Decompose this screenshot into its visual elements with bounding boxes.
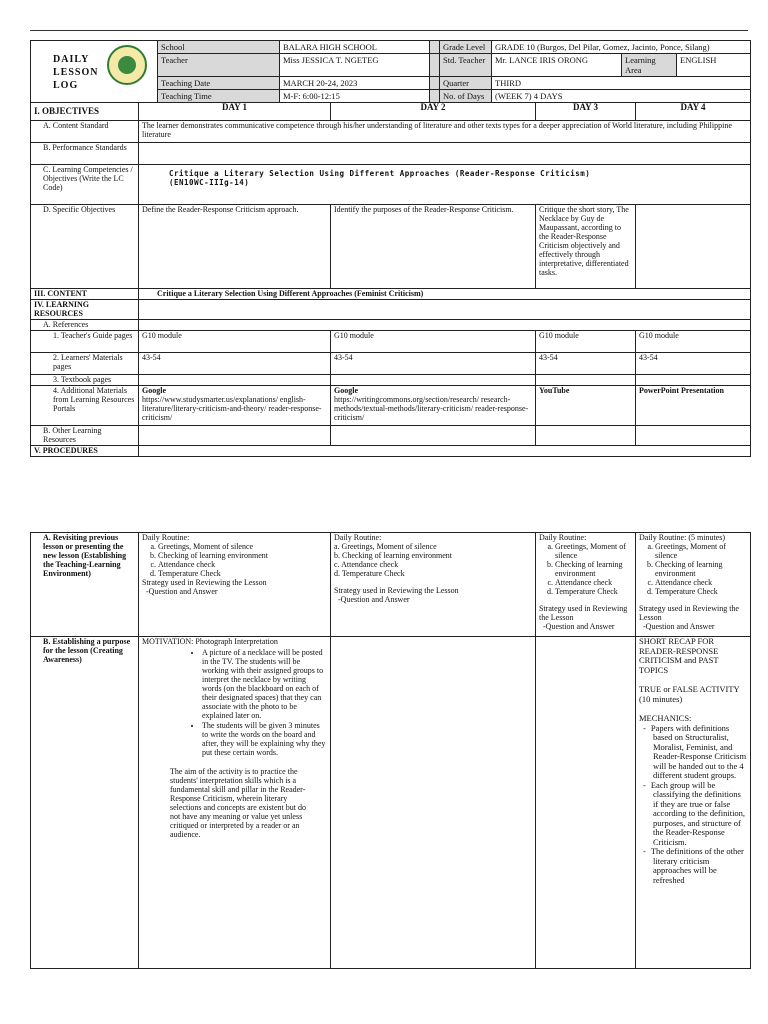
objective-day4 (636, 205, 751, 289)
activity-aim: The aim of the activity is to practice the students' interpretation skills which is a fundamental skill and pillar in the Reader-Response Criticism, wherein literary selections and concepts are existent but do not have any meaning or value yet unless critiqued or interpreted by a reader or an audience. (170, 767, 306, 839)
additional-materials-day4: PowerPoint Presentation (636, 386, 751, 426)
routine-item: d. Temperature Check (655, 587, 747, 596)
other-day3 (536, 426, 636, 446)
routine-item: c. Attendance check (158, 560, 327, 569)
performance-standards-label: B. Performance Standards (31, 143, 139, 165)
routine-day2 (331, 533, 536, 637)
qa-text: -Question and Answer (146, 587, 218, 596)
learners-materials-day4: 43-54 (636, 353, 751, 375)
routine-item: d. Temperature Check (334, 569, 405, 578)
motivation-list (142, 648, 327, 757)
day2-heading: DAY 2 (331, 103, 536, 121)
recap-title: SHORT RECAP FOR READER-RESPONSE CRITICISM and PAST TOPICS (639, 636, 719, 675)
motivation-item: • A picture of a necklace will be posted in the TV. The students will be working with their assigned groups to interpret the necklace by writing words (on the blackboard on each of their designated spaces) that they can associate with the photo to be explained later on. (202, 648, 327, 720)
strategy-text: Strategy used in Reviewing the Lesson (142, 578, 267, 587)
learning-area-label: Learning Area (622, 54, 677, 77)
teachers-guide-day3: G10 module (536, 331, 636, 353)
qa-text: -Question and Answer (643, 622, 715, 631)
routine-title: Daily Routine: (334, 533, 382, 542)
content-standard-text: The learner demonstrates communicative competence through his/her understanding of literature and other texts types for a deeper appreciation of World literature, including Philippine literature (139, 121, 751, 143)
motivation-day1 (139, 637, 331, 969)
routine-list (539, 542, 632, 596)
additional-materials-label: 4. Additional Materials from Learning Resources Portals (31, 386, 139, 426)
day4-heading: DAY 4 (636, 103, 751, 121)
objective-day1: Define the Reader-Response Criticism approach. (139, 205, 331, 289)
true-false-title: TRUE or FALSE ACTIVITY (10 minutes) (639, 684, 740, 704)
references-label: A. References (31, 320, 139, 331)
performance-standards-text (139, 143, 751, 165)
header-table (30, 40, 751, 103)
mechanics-title: MECHANICS: (639, 713, 692, 723)
procedures-table (30, 532, 751, 969)
additional-materials-day1 (139, 386, 331, 426)
source-link[interactable]: https://writingcommons.org/section/research/ research-methods/textual-methods/literary-criticism/ reader-response-criticism/ (334, 395, 529, 422)
objectives-heading: I. OBJECTIVES (31, 103, 139, 121)
learners-materials-day1: 43-54 (139, 353, 331, 375)
routine-title: Daily Routine: (142, 533, 190, 542)
other-day2 (331, 426, 536, 446)
routine-item: b. Checking of learning environment (555, 560, 632, 578)
dll-title-line: LESSON (53, 67, 99, 78)
teacher-value: Miss JESSICA T. NGETEG (280, 54, 430, 77)
teachers-guide-label: 1. Teacher's Guide pages (31, 331, 139, 353)
routine-item: b. Checking of learning environment (334, 551, 452, 560)
std-teacher-value: Mr. LANCE IRIS ORONG (492, 54, 622, 77)
objectives-table (30, 102, 751, 457)
purpose-label: B. Establishing a purpose for the lesson (Creating Awareness) (31, 637, 139, 969)
textbook-day4 (636, 375, 751, 386)
objective-day3: Critique the short story, The Necklace by Guy de Maupassant, according to the Reader-Response Criticism objectively and effectively through interpretative, differentiated tasks. (536, 205, 636, 289)
routine-item: a. Greetings, Moment of silence (158, 542, 327, 551)
other-day4 (636, 426, 751, 446)
specific-objectives-label: D. Specific Objectives (31, 205, 139, 289)
qa-text: -Question and Answer (543, 622, 615, 631)
header-logo-cell (31, 41, 158, 103)
routine-day4 (636, 533, 751, 637)
competency-code: (EN10WC-IIIg-14) (169, 178, 250, 187)
quarter-value: THIRD (492, 77, 751, 90)
learners-materials-day3: 43-54 (536, 353, 636, 375)
teachers-guide-day4: G10 module (636, 331, 751, 353)
school-seal-logo (107, 45, 147, 85)
routine-day3 (536, 533, 636, 637)
dll-title-line: DAILY (53, 54, 90, 65)
spacer (430, 54, 440, 77)
routine-item: b. Checking of learning environment (655, 560, 747, 578)
purpose-day3 (536, 637, 636, 969)
routine-day1 (139, 533, 331, 637)
learning-competencies-cell (139, 165, 751, 205)
grade-value: GRADE 10 (Burgos, Del Pilar, Gomez, Jacinto, Ponce, Silang) (492, 41, 751, 54)
content-label: III. CONTENT (31, 289, 139, 300)
routine-item: d. Temperature Check (158, 569, 327, 578)
teaching-time-label: Teaching Time (158, 90, 280, 103)
source-link[interactable]: https://www.studysmarter.us/explanations/ english-literature/literary-criticism-and-theory/ reader-response-criticism/ (142, 395, 322, 422)
strategy-text: Strategy used in Reviewing the Lesson (539, 604, 628, 622)
spacer (430, 41, 440, 54)
learners-materials-day2: 43-54 (331, 353, 536, 375)
procedures-label: V. PROCEDURES (31, 446, 139, 457)
textbook-pages-label: 3. Textbook pages (31, 375, 139, 386)
routine-item: c. Attendance check (655, 578, 747, 587)
quarter-label: Quarter (440, 77, 492, 90)
learners-materials-label: 2. Learners' Materials pages (31, 353, 139, 375)
routine-item: a. Greetings, Moment of silence (655, 542, 747, 560)
strategy-text: Strategy used in Reviewing the Lesson (639, 604, 739, 622)
textbook-day1 (139, 375, 331, 386)
motivation-item: • The students will be given 3 minutes to write the words on the board and after, they will be explaining why they put these certain words. (202, 721, 327, 757)
dll-title-line: LOG (53, 80, 79, 91)
strategy-text: Strategy used in Reviewing the Lesson (334, 586, 459, 595)
objective-day2: Identify the purposes of the Reader-Response Criticism. (331, 205, 536, 289)
teaching-date-value: MARCH 20-24, 2023 (280, 77, 430, 90)
school-label: School (158, 41, 280, 54)
spacer (430, 77, 440, 90)
routine-title: Daily Routine: (5 minutes) (639, 533, 725, 542)
teachers-guide-day2: G10 module (331, 331, 536, 353)
teaching-date-label: Teaching Date (158, 77, 280, 90)
teachers-guide-day1: G10 module (139, 331, 331, 353)
mechanics-item: - Each group will be classifying the definitions if they are true or false according to the definition, purposes, and structure of the Reader-Response Criticism. (653, 781, 747, 848)
other-resources-label: B. Other Learning Resources (31, 426, 139, 446)
day1-heading: DAY 1 (139, 103, 331, 121)
additional-materials-day3: YouTube (536, 386, 636, 426)
std-teacher-label: Std. Teacher (440, 54, 492, 77)
school-value: BALARA HIGH SCHOOL (280, 41, 430, 54)
spacer (430, 90, 440, 103)
routine-title: Daily Routine: (539, 533, 587, 542)
qa-text: -Question and Answer (338, 595, 410, 604)
motivation-title: MOTIVATION: Photograph Interpretation (142, 637, 278, 646)
no-of-days-value: (WEEK 7) 4 DAYS (492, 90, 751, 103)
competency-text: Critique a Literary Selection Using Different Approaches (Reader-Response Criticism) (169, 169, 591, 178)
mechanics-item: - The definitions of the other literary criticism approaches will be refreshed (653, 847, 747, 885)
revisiting-label: A. Revisiting previous lesson or presenting the new lesson (Establishing the Teaching-Learning Environment) (31, 533, 139, 637)
grade-label: Grade Level (440, 41, 492, 54)
mechanics-list (639, 724, 747, 886)
learning-resources-blank (139, 300, 751, 320)
routine-item: a. Greetings, Moment of silence (555, 542, 632, 560)
teacher-label: Teacher (158, 54, 280, 77)
learning-area-value: ENGLISH (677, 54, 751, 77)
day3-heading: DAY 3 (536, 103, 636, 121)
additional-materials-day2 (331, 386, 536, 426)
routine-item: a. Greetings, Moment of silence (334, 542, 437, 551)
purpose-day2 (331, 637, 536, 969)
references-blank (139, 320, 751, 331)
routine-item: c. Attendance check (555, 578, 632, 587)
no-of-days-label: No. of Days (440, 90, 492, 103)
content-text: Critique a Literary Selection Using Different Approaches (Feminist Criticism) (139, 289, 751, 300)
procedures-blank (139, 446, 751, 457)
recap-day4 (636, 637, 751, 969)
content-standard-label: A. Content Standard (31, 121, 139, 143)
top-rule (30, 30, 748, 31)
source-google-title: Google (334, 386, 358, 395)
textbook-day2 (331, 375, 536, 386)
routine-item: c. Attendance check (334, 560, 399, 569)
routine-list (639, 542, 747, 596)
routine-list (142, 542, 327, 578)
textbook-day3 (536, 375, 636, 386)
mechanics-item: - Papers with definitions based on Structuralist, Moralist, Feminist, and Reader-Response Criticism will be handed out to the 4 different student groups. (653, 724, 747, 781)
teaching-time-value: M-F: 6:00-12:15 (280, 90, 430, 103)
learning-resources-label: IV. LEARNING RESOURCES (31, 300, 139, 320)
learning-competencies-label: C. Learning Competencies / Objectives (Write the LC Code) (31, 165, 139, 205)
source-google-title: Google (142, 386, 166, 395)
routine-item: b. Checking of learning environment (158, 551, 327, 560)
routine-item: d. Temperature Check (555, 587, 632, 596)
other-day1 (139, 426, 331, 446)
